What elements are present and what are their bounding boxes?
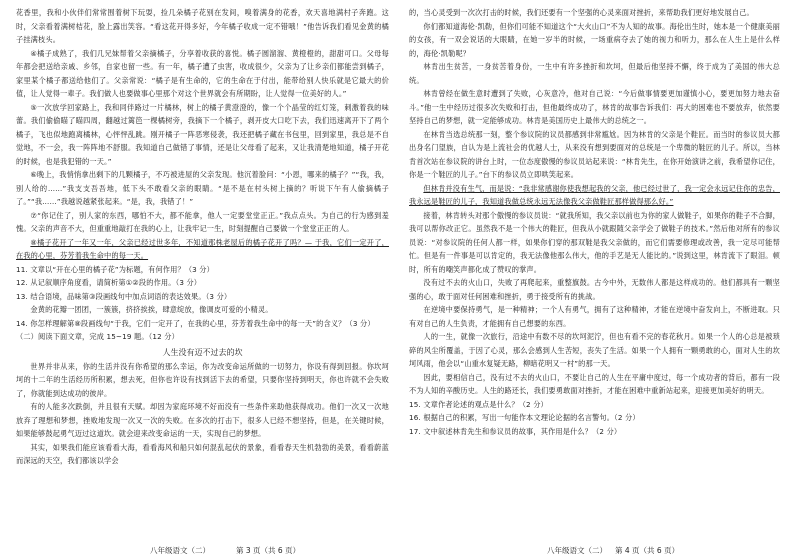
article-paragraph-1: 世界并非从来，你的生活并没有你希望的那么幸运，你为改变命运所做的一切努力，你设有得到回报。你坎坷坷的十二年的生活经历所积累，想去死，但你也许设有找到活下去的希望，只要你坚持到明天，你也许就不会失败了，你就能到达成功的彼岸。 — [16, 361, 389, 398]
paragraph-intro: 花香里，我和小伙伴们常常围着树下玩耍，捡几朵橘子花别在发间，嗅着满身的花香，欢天喜地满村子奔跑。这时，父亲看着满树桔花，脸上露出笑容。“看这花开得多好，今年橘子收成一定不错哦！”他告诉我们看见金黄的橘子挂满枝头。 — [16, 8, 389, 44]
right-paragraph-8: 在逆境中要保持勇气，是一种精神；一个人有勇气，拥有了这种精神，才能在逆境中奋发向上，不断进取。只有对自己的人生负责，才能拥有自己想要的东西。 — [409, 305, 780, 328]
question-13: 13. 结合语境，品味第③段画线句中加点词语的表达效果。（3 分） — [16, 291, 232, 301]
right-footer-page: 第 4 页（共 6 页） — [615, 546, 680, 555]
paragraph-6: ⑥晚上，我悄悄拿出剩下的几颗橘子，不巧被进屋的父亲发现。他沉着脸问：“小恩，哪来的橘子？”“我，我，别人给的……”我支支吾吾地，低下头不敢看父亲的眼睛。“是不是在村头树上摘的？听说下午有人偷摘橘子了。”“我……”我越说越紧张起来。“是，我，我错了！” — [16, 170, 389, 206]
article-paragraph-2: 有的人能多次跌倒，并且很有天赋。却因为家庭环境不好而没有一些条件来助他获得成功。他们一次又一次地放弃了理想和梦想，挫败地发现一次又一次的失败。在多次的打击下，很多人已经不想坚持，但是，在关键时候，如果能够鼓起勇气迈过这道坎。就会迎来改变命运的一天，实现自己的梦想。 — [16, 402, 389, 438]
paragraph-4: ④橘子成熟了，我们几兄妹帮着父亲摘橘子，分享着收获的喜悦。橘子圆溜溜、黄橙橙的，甜甜可口。父母每年都会把送给亲戚、乡邻，自家也留一些。有一年，橘子遭了虫害，收成很少，父亲为了让乡亲们都能尝到橘子，家里某个橘子都送给他们了。父亲常说：“橘子是有生命的，它的生命在于付出，能带给别人快乐就是它最大的价值，让人觉得一辈子。我们做人也要做事心里那个对这个世界就会有所期盼，让人觉得一位美好的人。” — [16, 48, 389, 98]
right-paragraph-7: 没有过不去的火山口，失败了再爬起来，重整旗鼓。古今中外，无数伟人都是这样成功的。他们都具有一颗坚强的心，敢于面对任何困难和挫折，勇于接受所有的挑战。 — [409, 278, 780, 301]
right-paragraph-3: 林肯曾经在做生意时遭到了失败，心灰意冷，他对自己说：“今后做事情要更加谨慎小心，要更加努力地去奋斗。”他一生中经历过很多次失败和打击，但他最终成功了，林肯的故事告诉我们：再大的困难也不要放弃，依然要坚持自己的梦想，就一定能够成功。林肯是美国历史上最伟大的总统之一。 — [409, 89, 780, 125]
section-2-heading: （二）阅读下面文章，完成 15~19 题。（12 分） — [16, 332, 179, 341]
left-footer-title: 八年级语文（二） — [150, 546, 210, 555]
right-paragraph-10: 因此，要相信自己，没有过不去的火山口，不要让自己的人生在平庸中度过，每一个成功者的背后，都有一段不为人知的辛酸历史。人生的路还长，我们要勇敢面对挫折，才能在困难中重新站起来，迎接更加美好的明天。 — [409, 372, 780, 395]
question-13-sentence: 金黄的花瓣一团团，一簇簇，挤挤挨挨，肆意绽放，像调皮可爱的小精灵。 — [30, 305, 273, 314]
left-footer-page: 第 3 页（共 6 页） — [236, 546, 301, 555]
right-paragraph-6: 接着，林肯转头对那个傲慢的参议员说：“就我所知，我父亲以前也为你的家人做鞋子，如果你的鞋子不合脚，我可以帮你改正它。虽然我不是一个伟大的鞋匠，但我从小就跟随父亲学会了做鞋子的技术。”然后他对所有的参议员说：“对参议院的任何人都一样，如果你们穿的那双鞋是我父亲做的，而它们需要修理或改善，我一定尽可能帮忙。但是有一件事是可以肯定的，我无法像他那么伟大，他的手艺是无人能比的。”说到这里，林肯流下了眼泪。顿时，所有的嘲笑声都化成了赞叹的掌声。 — [409, 210, 780, 274]
question-12: 12. 从记叙顺序角度看，请简析第①②段的作用。（3 分） — [16, 278, 202, 287]
question-14: 14. 你怎样理解第⑧段画线句“于我，它们一定开了，在我的心里，芬芳着我生命中的每一天”的含义？（3 分） — [16, 318, 375, 328]
article-title: 人生没有迈不过去的坎 — [162, 347, 243, 357]
question-17: 17. 文中叙述林肯先生和参议员的故事，其作用是什么？（2 分） — [409, 426, 622, 436]
article-paragraph-3: 其实，如果我们能应该看看大海，看看海风和船只如何混乱起伏的景象，看看春天生机勃勃的美景，看看蔚蓝而深远的天空，我们都该以学会 — [16, 442, 389, 465]
right-paragraph-5: 但林肯并没有生气，而是说：“我非常感谢你使我想起我的父亲，他已经过世了，我一定会永远记住你的忠告，我永远是鞋匠的儿子，我知道我做总统永远无法像我父亲做鞋匠那样做得那么好。” — [409, 183, 780, 206]
paragraph-7: ⑦“你记住了，别人家的东西，哪怕不大，都不能拿，他人一定要堂堂正正。”我点点头。为自己的行为感到羞愧。父亲的声音不大，但重重地敲打在我的心上，让我牢记一生，时刻提醒自己要做一个堂堂正正的人。 — [16, 210, 389, 233]
right-paragraph-4: 在林肯当选总统那一刻，整个参议院的议员都感到非常尴尬。因为林肯的父亲是个鞋匠。而当时的参议员大都出身名门望族，自认为是上流社会的优越人士，从来没有想到要面对的总统是一个卑微的鞋匠的儿子。所以，当林肯首次站在参议院的讲台上时，一位态度傲慢的参议员站起来说：“林肯先生，在你开始演讲之前，我希望你记住，你是一个鞋匠的儿子。”台下的参议员立即哄笑起来。 — [409, 129, 780, 179]
right-paragraph-2: 林肯出生贫苦，一身贫苦着身份，一生中有许多挫折和坎坷，但最后他坚持不懈，终于成为了美国的伟大总统。 — [409, 62, 780, 85]
right-paragraph-0: 的，当心灵受到一次次打击的时候，我们还要有一个坚强的心灵来面对挫折，来帮助我们更好地发展自己。 — [409, 8, 754, 17]
question-16: 16. 根据自己的积累，写出一句能作本文理论论据的名言警句。（2 分） — [409, 413, 640, 422]
right-page — [397, 0, 794, 560]
paragraph-5: ⑤一次放学回家路上，我和同伴路过一片橘林，树上的橘子黄澄澄的，像一个个晶莹的红灯笼，刺激着我的味蕾。我们偷偷瞄了瞄四周，翻越过篱笆一棵橘树旁，我摘下一个橘子，剥开皮大口吃下去，我们迅速离开下了两个橘子，飞也似地跑离橘林，心怦怦乱跳。刚开橘子一阵恶寒侵袭，我还把橘子藏在书包里，回到家里，我总是不自觉地，不一会，我一阵阵地不舒服。我知道自己做错了事情，还是让父母看了起来，又让我清楚地知道，橘子开花的时候，也是我犯错的一天。” — [16, 102, 389, 166]
paragraph-8: ⑧橘子花开了一年又一年，父亲已经过世多年，不知道那株老屋后的橘子花开了吗？— 于我，它们一定开了，在我的心里，芬芳着我生命中的每一天。 — [16, 237, 389, 260]
right-paragraph-1: 你们都知道海伦·凯勒，但你们可能不知道这个“大火山口”不为人知的故事。海伦出生时，她本是一个健康美丽的女孩，有一双会说话的大眼睛，在她一岁半的时候，一场重病夺去了她的视力和听力，那么在人生上是什么样的，海伦·凯勒呢？ — [409, 21, 780, 58]
question-15: 15. 文章作者论述的观点是什么？（2 分） — [409, 399, 548, 409]
question-11: 11. 文章以“开在心里的橘子花”为标题，有何作用？（3 分） — [16, 264, 214, 274]
right-footer-title: 八年级语文（二） — [547, 546, 607, 555]
right-paragraph-9: 人的一生，就像一次旅行，沿途中有数不尽的坎坷泥泞，但也有看不完的春花秋月。如果一个人的心总是被琐碎的风尘所覆盖，于因了心灵，那么会感到人生苦短，丧失了生活。如果一个人拥有一颗勇敢的心，面对人生的坎坷风雨，他会以“山重水复疑无路，柳暗花明又一村”的那一天。 — [409, 332, 780, 368]
